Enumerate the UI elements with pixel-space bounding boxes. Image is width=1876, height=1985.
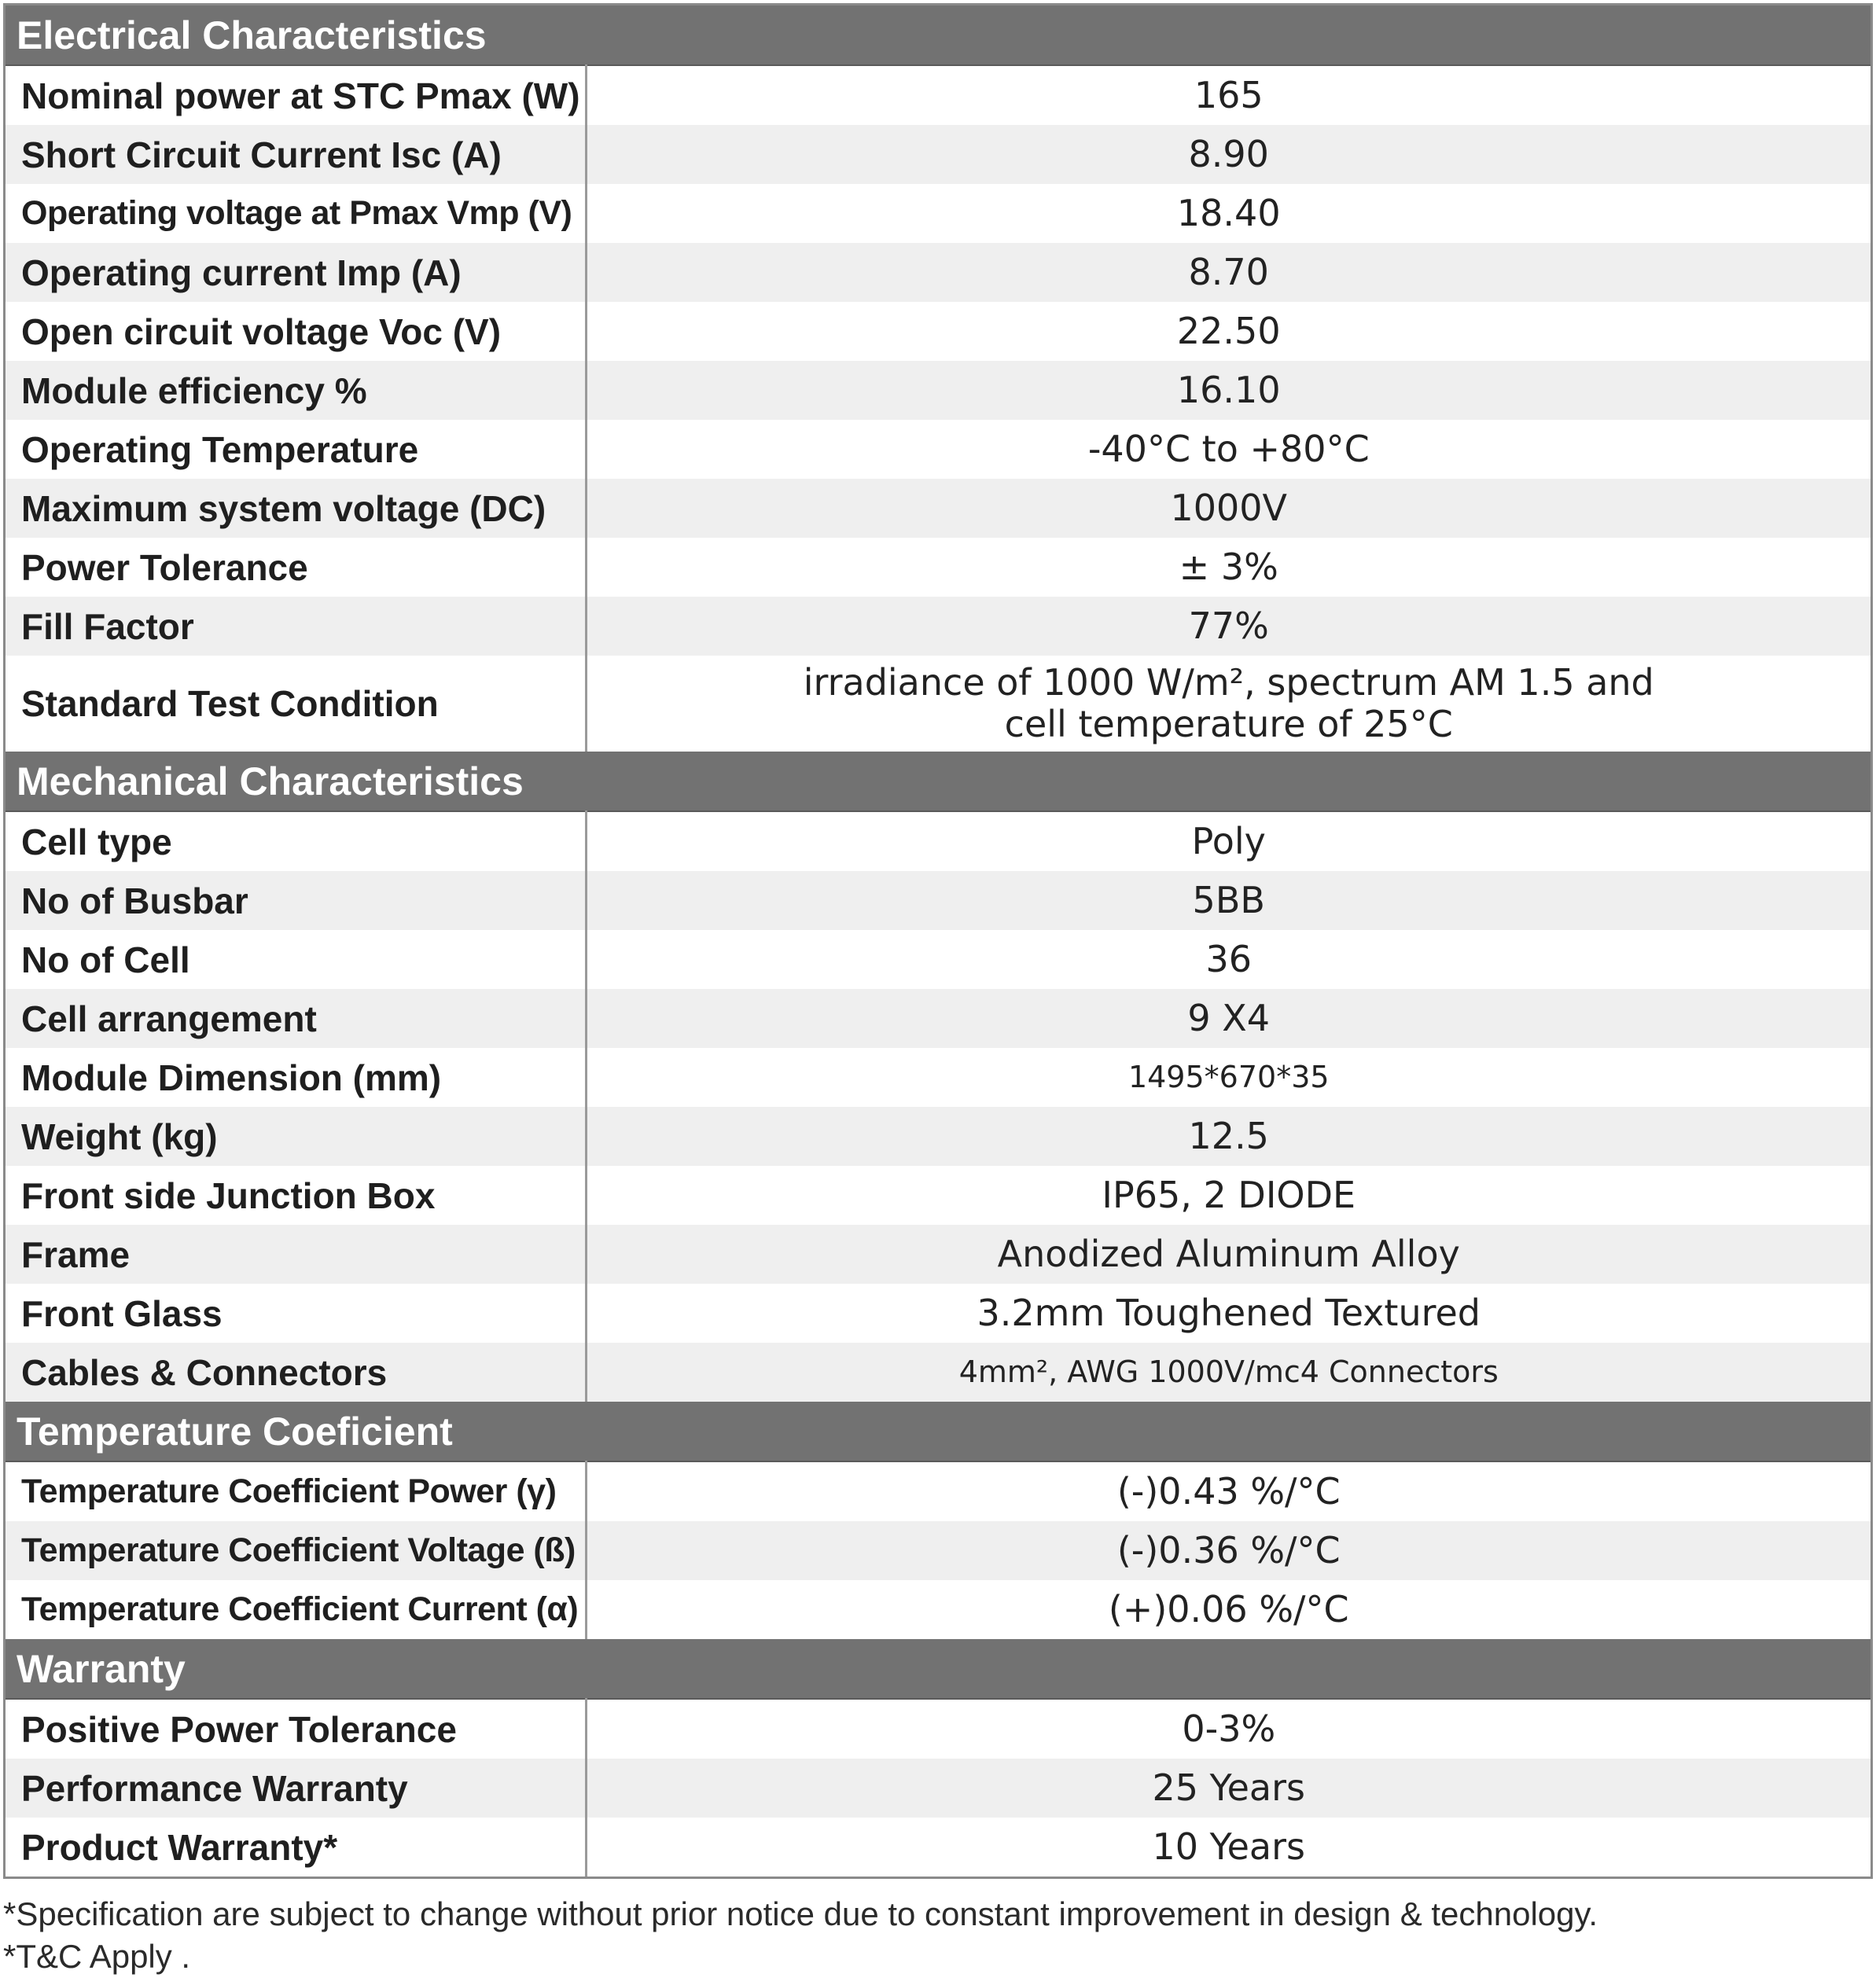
row-label: Weight (kg) — [6, 1107, 586, 1166]
row-label: Temperature Coefficient Current (α) — [6, 1580, 586, 1639]
row-value: 25 Years — [586, 1759, 1870, 1818]
row-value: 5BB — [586, 871, 1870, 930]
table-row — [6, 656, 1870, 752]
footnote-terms: *T&C Apply . — [3, 1938, 191, 1975]
row-value: (-)0.36 %/°C — [586, 1521, 1870, 1580]
warranty-rows — [6, 1699, 1870, 1877]
row-value: 22.50 — [586, 302, 1870, 361]
row-label: Frame — [6, 1225, 586, 1284]
row-label: Performance Warranty — [6, 1759, 586, 1818]
row-value: ± 3% — [586, 538, 1870, 597]
row-label: Module efficiency % — [6, 361, 586, 420]
section-title-mechanical: Mechanical Characteristics — [6, 752, 1870, 811]
table-row — [6, 361, 1870, 420]
row-value: IP65, 2 DIODE — [586, 1166, 1870, 1225]
row-label: Front side Junction Box — [6, 1166, 586, 1225]
row-label: Module Dimension (mm) — [6, 1048, 586, 1107]
table-row — [6, 1048, 1870, 1107]
table-row — [6, 1461, 1870, 1521]
row-value: 4mm², AWG 1000V/mc4 Connectors — [586, 1343, 1870, 1402]
row-value: 3.2mm Toughened Textured — [586, 1284, 1870, 1343]
row-value-line1: irradiance of 1000 W/m², spectrum AM 1.5 and — [803, 661, 1654, 704]
table-row — [6, 302, 1870, 361]
table-row — [6, 871, 1870, 930]
table-row — [6, 1225, 1870, 1284]
row-value: 165 — [586, 65, 1870, 125]
section-title-warranty: Warranty — [6, 1639, 1870, 1699]
table-row — [6, 597, 1870, 656]
row-value: Poly — [586, 811, 1870, 871]
table-row — [6, 1343, 1870, 1402]
electrical-rows — [6, 65, 1870, 752]
row-label: Product Warranty* — [6, 1818, 586, 1877]
row-label: Open circuit voltage Voc (V) — [6, 302, 586, 361]
table-row — [6, 1699, 1870, 1759]
table-row — [6, 1166, 1870, 1225]
row-label: Short Circuit Current Isc (A) — [6, 125, 586, 184]
row-value: 1495*670*35 — [586, 1048, 1870, 1107]
mechanical-section — [6, 752, 1870, 811]
row-label: No of Cell — [6, 930, 586, 989]
row-label: Fill Factor — [6, 597, 586, 656]
row-label: Standard Test Condition — [6, 656, 586, 752]
temperature-section — [6, 1402, 1870, 1461]
table-row — [6, 811, 1870, 871]
table-row — [6, 1580, 1870, 1639]
section-title-temperature: Temperature Coeficient — [6, 1402, 1870, 1461]
row-label: Nominal power at STC Pmax (W) — [6, 65, 586, 125]
row-label: Front Glass — [6, 1284, 586, 1343]
temperature-rows — [6, 1461, 1870, 1639]
row-label: Positive Power Tolerance — [6, 1699, 586, 1759]
row-label: Operating voltage at Pmax Vmp (V) — [6, 184, 586, 243]
row-label: Operating Temperature — [6, 420, 586, 479]
table-row — [6, 1107, 1870, 1166]
row-value: Anodized Aluminum Alloy — [586, 1225, 1870, 1284]
table-row — [6, 184, 1870, 243]
spec-table — [6, 6, 1870, 1877]
row-value-line2: cell temperature of 25°C — [1004, 703, 1453, 745]
row-value — [586, 656, 1870, 752]
row-value: -40°C to +80°C — [586, 420, 1870, 479]
row-label: Temperature Coefficient Power (γ) — [6, 1461, 586, 1521]
warranty-section — [6, 1639, 1870, 1699]
table-row — [6, 65, 1870, 125]
row-label: Temperature Coefficient Voltage (ß) — [6, 1521, 586, 1580]
footnote-specification: *Specification are subject to change without prior notice due to constant improvement in design & technology. — [3, 1895, 1598, 1932]
mechanical-rows — [6, 811, 1870, 1402]
table-row — [6, 1759, 1870, 1818]
row-value: 1000V — [586, 479, 1870, 538]
table-row — [6, 930, 1870, 989]
row-label: Cables & Connectors — [6, 1343, 586, 1402]
row-value: 36 — [586, 930, 1870, 989]
table-row — [6, 1818, 1870, 1877]
table-row — [6, 1521, 1870, 1580]
row-value: (+)0.06 %/°C — [586, 1580, 1870, 1639]
row-label: Cell type — [6, 811, 586, 871]
table-row — [6, 125, 1870, 184]
table-row — [6, 420, 1870, 479]
table-row — [6, 479, 1870, 538]
table-row — [6, 538, 1870, 597]
row-label: Cell arrangement — [6, 989, 586, 1048]
row-value: 77% — [586, 597, 1870, 656]
row-label: Power Tolerance — [6, 538, 586, 597]
section-title-electrical: Electrical Characteristics — [6, 6, 1870, 65]
table-row — [6, 989, 1870, 1048]
row-value: 9 X4 — [586, 989, 1870, 1048]
row-value: 0-3% — [586, 1699, 1870, 1759]
row-value: 12.5 — [586, 1107, 1870, 1166]
row-label: Operating current Imp (A) — [6, 243, 586, 302]
table-row — [6, 1284, 1870, 1343]
row-value: 8.90 — [586, 125, 1870, 184]
footnotes — [3, 1893, 1873, 1978]
row-value: 16.10 — [586, 361, 1870, 420]
row-value: (-)0.43 %/°C — [586, 1461, 1870, 1521]
row-label: Maximum system voltage (DC) — [6, 479, 586, 538]
spec-sheet — [3, 3, 1873, 1879]
row-label: No of Busbar — [6, 871, 586, 930]
table-row — [6, 243, 1870, 302]
row-value: 18.40 — [586, 184, 1870, 243]
row-value: 8.70 — [586, 243, 1870, 302]
electrical-section — [6, 6, 1870, 65]
row-value: 10 Years — [586, 1818, 1870, 1877]
